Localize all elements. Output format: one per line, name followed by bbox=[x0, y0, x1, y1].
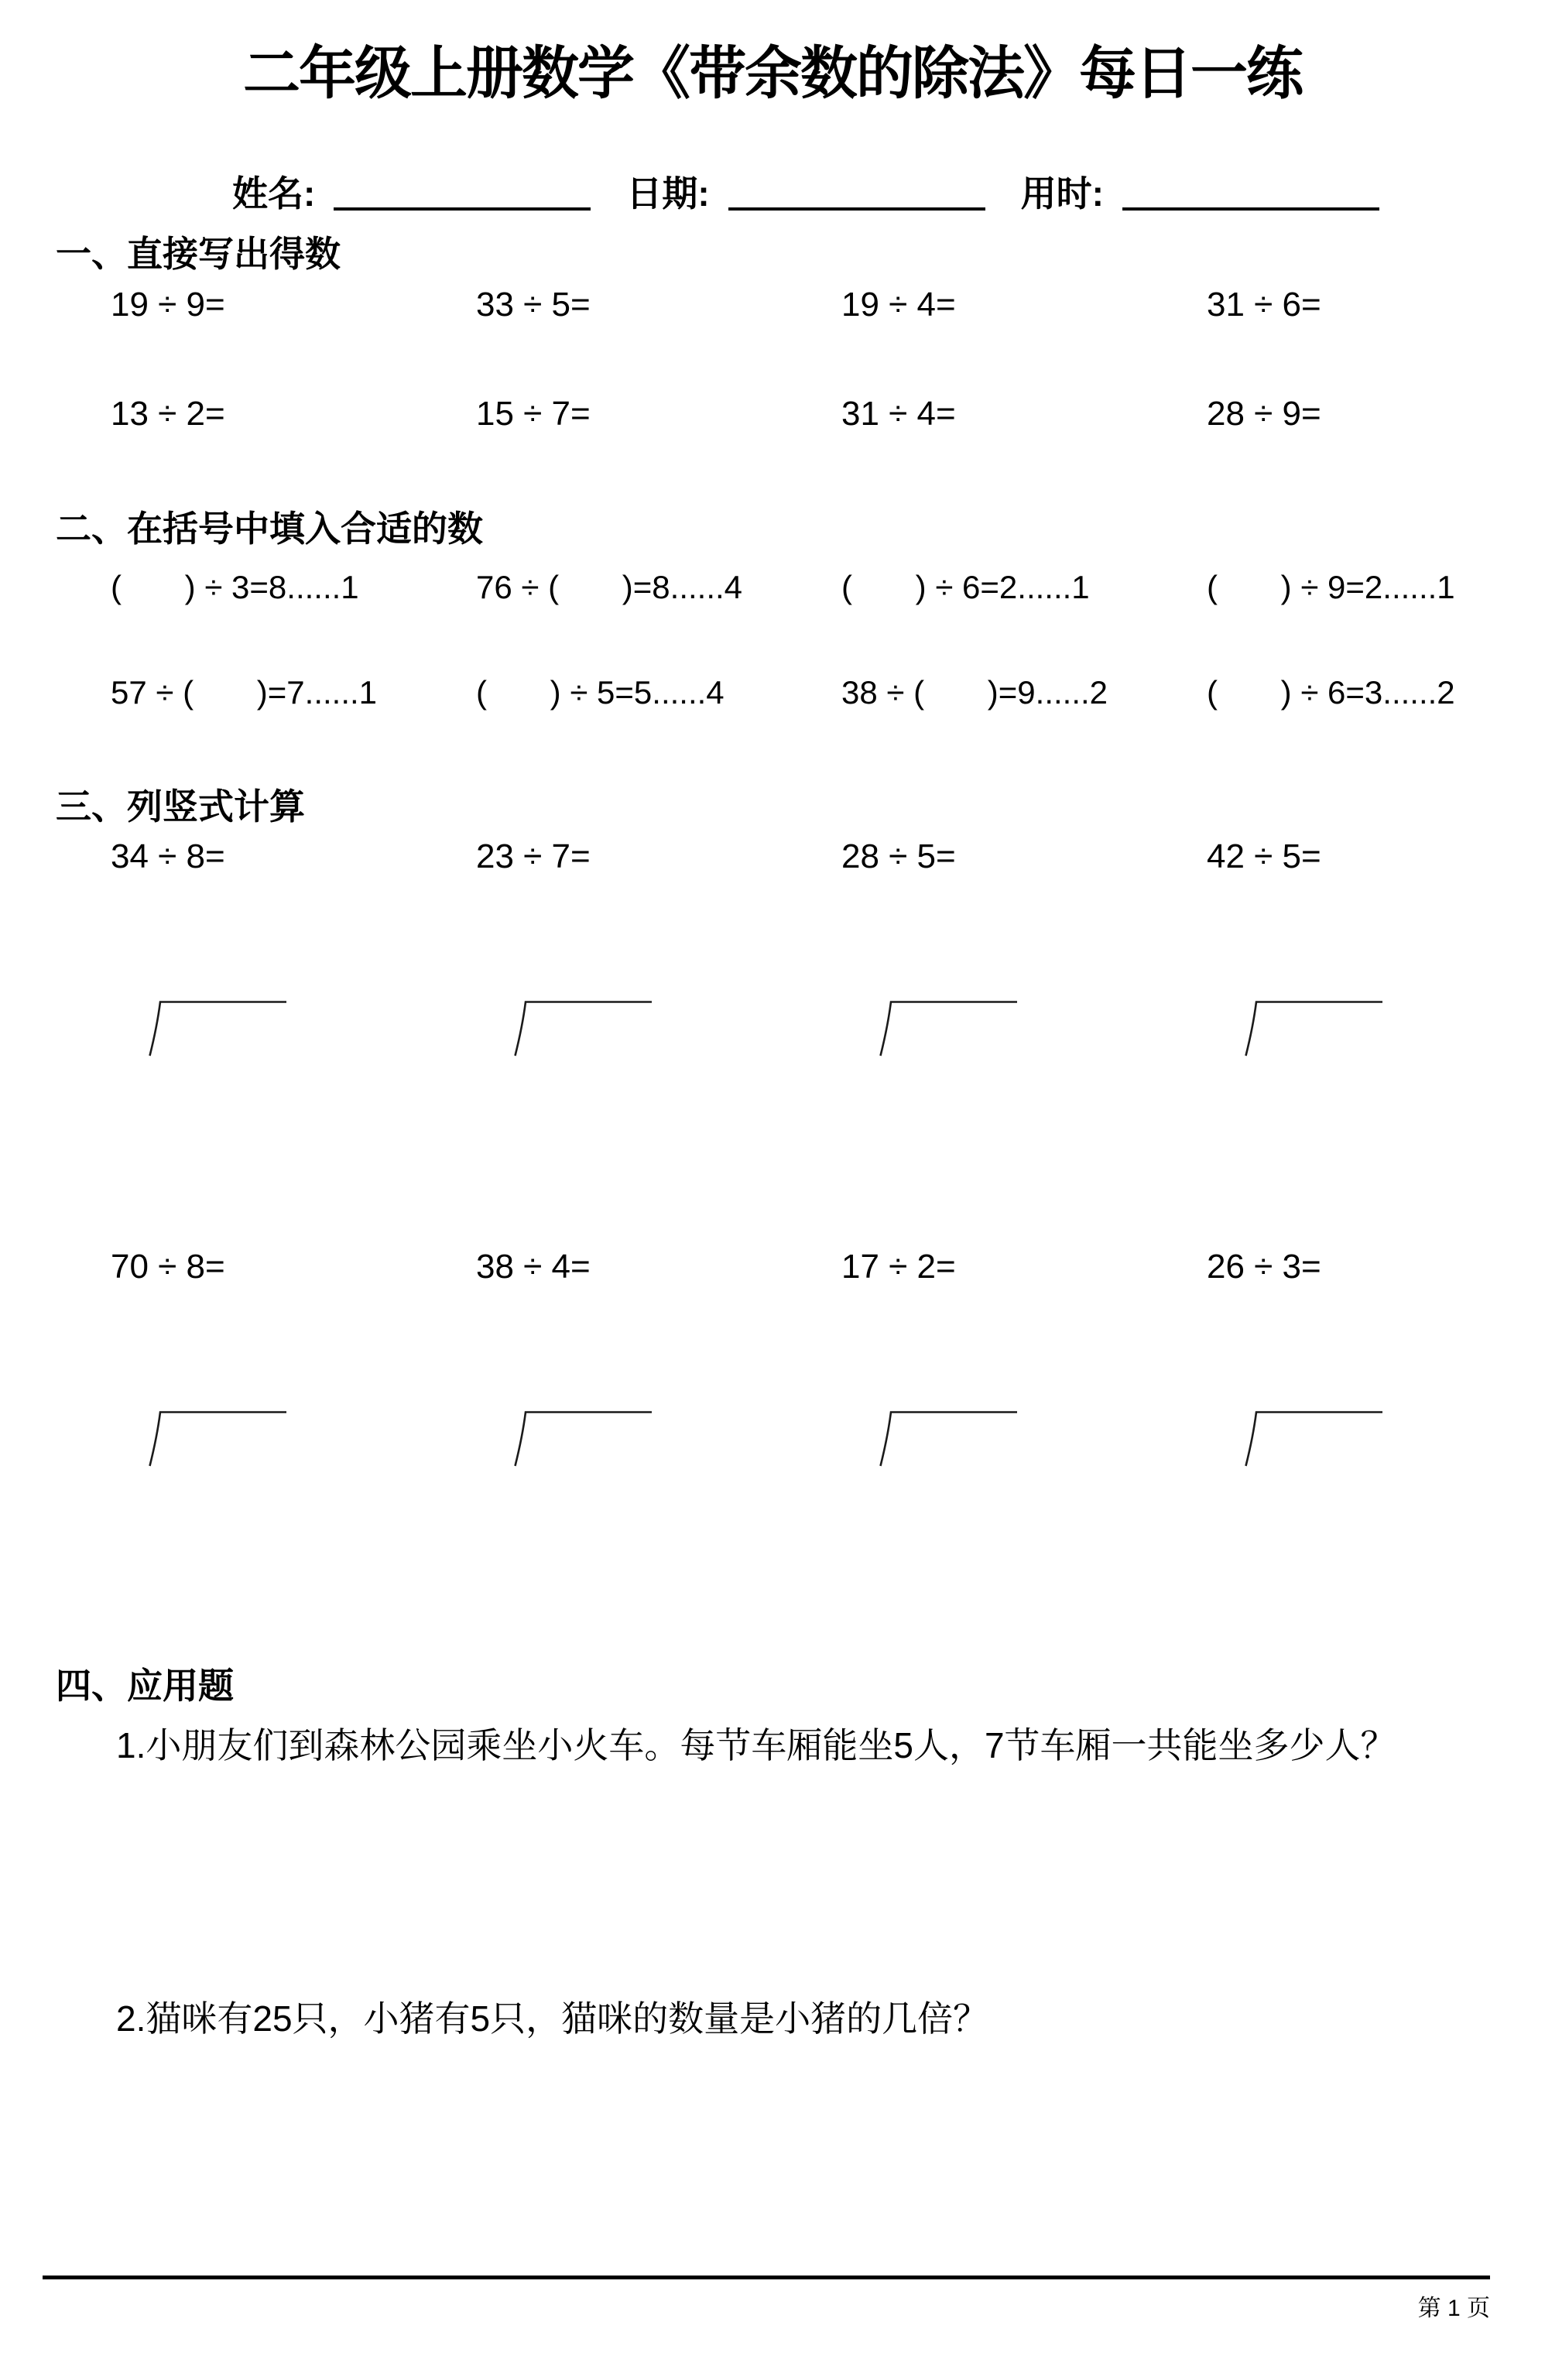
section-1-row-1 bbox=[0, 288, 1545, 334]
date-blank-field bbox=[728, 207, 985, 211]
fill-blank-problem: ( ) ÷ 5=5......4 bbox=[476, 674, 725, 711]
fill-blank-problem: 76 ÷ ( )=8......4 bbox=[476, 569, 743, 605]
page-number: 第 1 页 bbox=[1417, 2296, 1490, 2321]
fill-blank-problem: ( ) ÷ 6=3......2 bbox=[1207, 674, 1455, 711]
section-3-brackets-row-2 bbox=[0, 1410, 1545, 1472]
division-problem: 19 ÷ 4= bbox=[841, 286, 956, 324]
division-problem: 28 ÷ 9= bbox=[1207, 395, 1321, 433]
long-division-bracket bbox=[1245, 1410, 1384, 1467]
worksheet-title: 二年级上册数学《带余数的除法》每日一练 bbox=[243, 41, 1302, 105]
division-problem: 38 ÷ 4= bbox=[476, 1248, 591, 1286]
division-problem: 70 ÷ 8= bbox=[111, 1248, 225, 1286]
division-problem: 17 ÷ 2= bbox=[841, 1248, 956, 1286]
name-blank-field bbox=[334, 207, 591, 211]
long-division-bracket bbox=[514, 1410, 653, 1467]
division-problem: 15 ÷ 7= bbox=[476, 395, 591, 433]
division-problem: 33 ÷ 5= bbox=[476, 286, 591, 324]
division-problem: 23 ÷ 7= bbox=[476, 837, 591, 875]
section-3-brackets-row-1 bbox=[0, 1000, 1545, 1062]
division-problem: 42 ÷ 5= bbox=[1207, 837, 1321, 875]
date-label: 日期: bbox=[626, 173, 710, 214]
division-problem: 31 ÷ 6= bbox=[1207, 286, 1321, 324]
section-2-heading: 二、在括号中填入合适的数 bbox=[56, 509, 483, 549]
fill-blank-problem: ( ) ÷ 6=2......1 bbox=[841, 569, 1090, 605]
division-problem: 13 ÷ 2= bbox=[111, 395, 225, 433]
time-label: 用时: bbox=[1020, 173, 1104, 214]
fill-blank-problem: 57 ÷ ( )=7......1 bbox=[111, 674, 378, 711]
section-4-heading: 四、应用题 bbox=[56, 1666, 234, 1706]
fill-blank-problem: ( ) ÷ 9=2......1 bbox=[1207, 569, 1455, 605]
division-problem: 31 ÷ 4= bbox=[841, 395, 956, 433]
fill-blank-problem: ( ) ÷ 3=8......1 bbox=[111, 569, 359, 605]
time-blank-field bbox=[1122, 207, 1379, 211]
long-division-bracket bbox=[879, 1000, 1019, 1057]
section-2-row-2 bbox=[0, 676, 1545, 723]
division-problem: 34 ÷ 8= bbox=[111, 837, 225, 875]
word-problem-2: 2.猫咪有25只，小猪有5只，猫咪的数量是小猪的几倍？ bbox=[116, 1998, 989, 2039]
division-problem: 28 ÷ 5= bbox=[841, 837, 956, 875]
name-label: 姓名: bbox=[232, 173, 316, 214]
long-division-bracket bbox=[1245, 1000, 1384, 1057]
section-3-row-1 bbox=[0, 837, 1545, 886]
word-problem-1: 1.小朋友们到森林公园乘坐小火车。每节车厢能坐5人，7节车厢一共能坐多少人？ bbox=[116, 1725, 1396, 1765]
name-date-time-line bbox=[232, 173, 1379, 214]
section-3-row-2 bbox=[0, 1250, 1545, 1296]
fill-blank-problem: 38 ÷ ( )=9......2 bbox=[841, 674, 1108, 711]
section-3-heading: 三、列竖式计算 bbox=[56, 786, 305, 827]
long-division-bracket bbox=[149, 1000, 288, 1057]
division-problem: 26 ÷ 3= bbox=[1207, 1248, 1321, 1286]
long-division-bracket bbox=[879, 1410, 1019, 1467]
section-2-row-1 bbox=[0, 571, 1545, 618]
section-1-heading: 一、直接写出得数 bbox=[56, 234, 341, 274]
footer-divider-line bbox=[43, 2276, 1490, 2279]
long-division-bracket bbox=[514, 1000, 653, 1057]
division-problem: 19 ÷ 9= bbox=[111, 286, 225, 324]
section-1-row-2 bbox=[0, 397, 1545, 443]
long-division-bracket bbox=[149, 1410, 288, 1467]
